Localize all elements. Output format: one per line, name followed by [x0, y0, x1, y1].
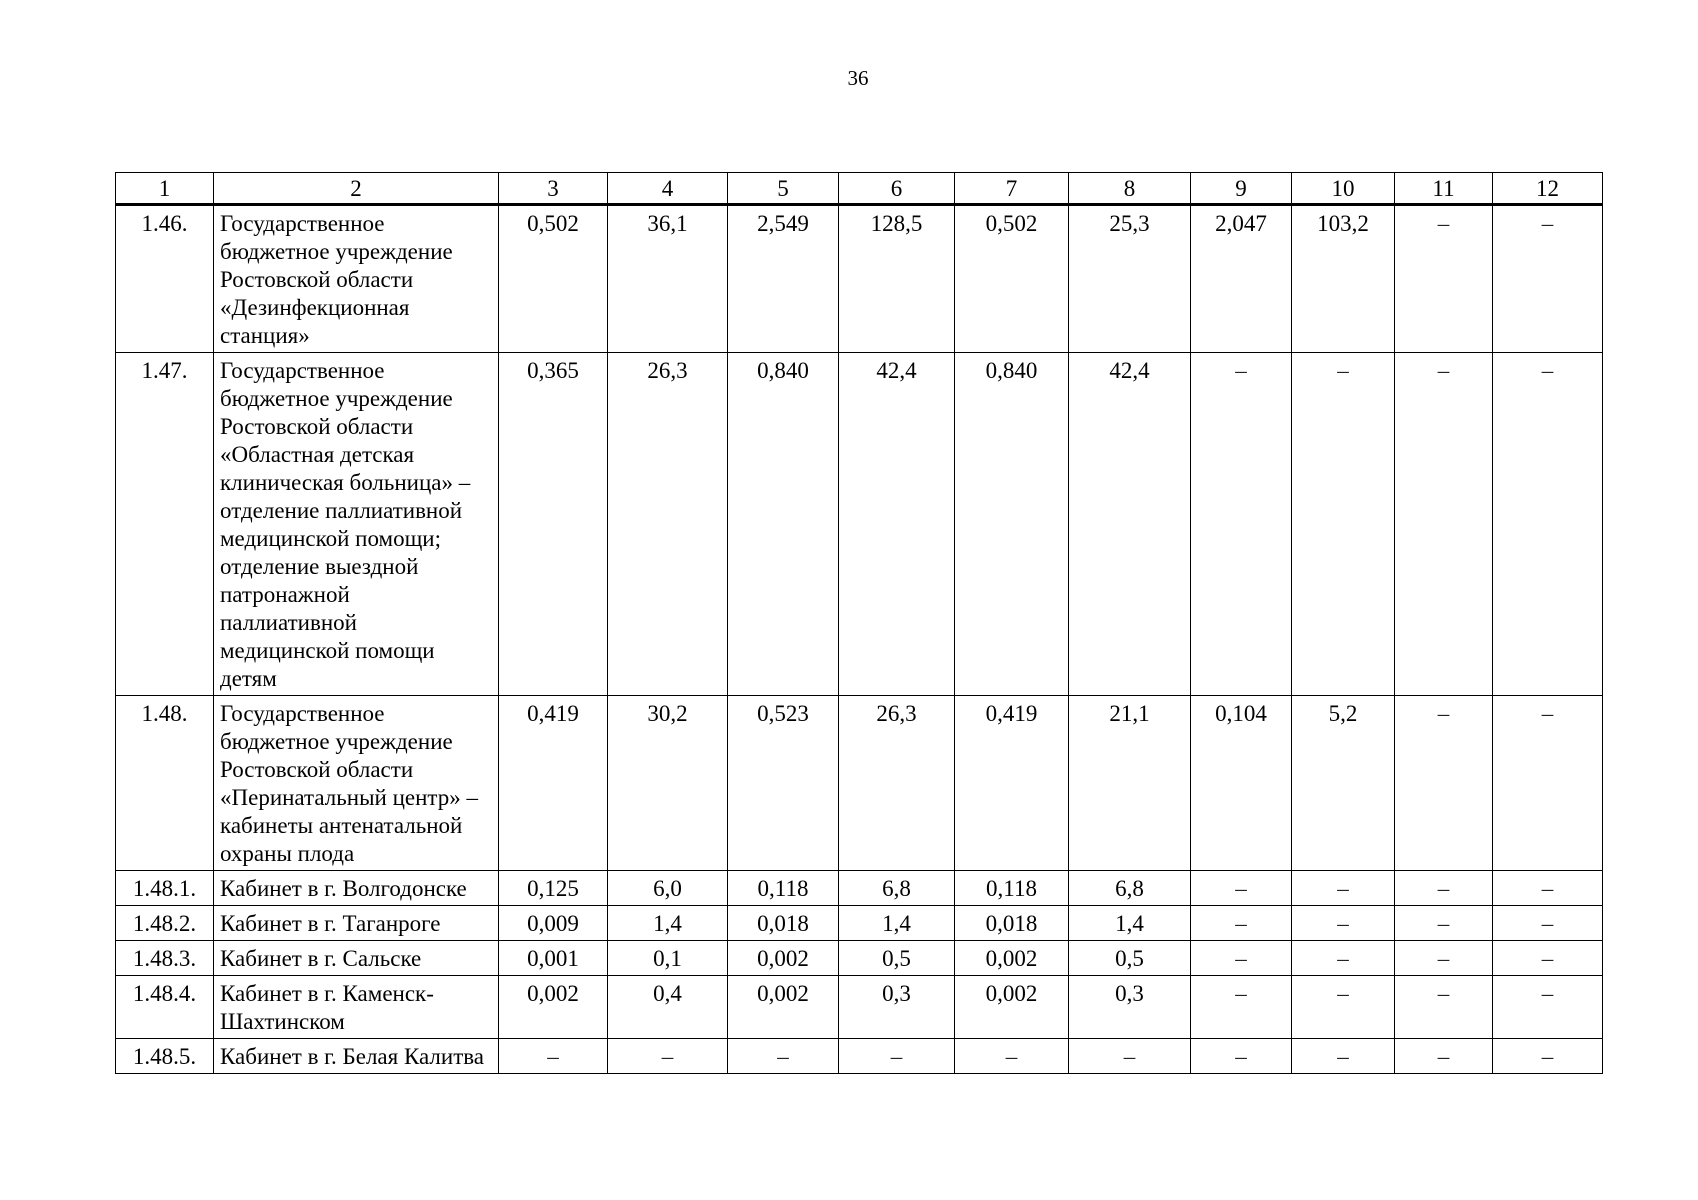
institution-name: Государственное бюджетное учреждение Ростовской области «Дезинфекционная станция» [214, 205, 499, 353]
value-cell: 0,125 [499, 871, 608, 906]
value-cell: – [1493, 871, 1603, 906]
table-row [116, 205, 1603, 353]
value-cell: 0,002 [955, 941, 1069, 976]
column-header: 3 [499, 173, 608, 205]
value-cell: – [1395, 205, 1493, 353]
row-number: 1.48.3. [116, 941, 214, 976]
value-cell: 0,5 [839, 941, 955, 976]
value-cell: 2,549 [728, 205, 839, 353]
value-cell: 42,4 [839, 353, 955, 696]
value-cell: 0,5 [1069, 941, 1191, 976]
value-cell: – [1191, 353, 1292, 696]
row-number: 1.46. [116, 205, 214, 353]
value-cell: – [1493, 205, 1603, 353]
value-cell: 0,001 [499, 941, 608, 976]
value-cell: – [1292, 353, 1395, 696]
table-header-row [116, 173, 1603, 205]
table-row [116, 696, 1603, 871]
column-header: 8 [1069, 173, 1191, 205]
value-cell: 0,018 [728, 906, 839, 941]
value-cell: – [499, 1039, 608, 1074]
value-cell: 0,840 [728, 353, 839, 696]
column-header: 10 [1292, 173, 1395, 205]
column-header: 9 [1191, 173, 1292, 205]
value-cell: 0,3 [1069, 976, 1191, 1039]
column-header: 7 [955, 173, 1069, 205]
value-cell: – [1191, 871, 1292, 906]
table-row [116, 976, 1603, 1039]
value-cell: 128,5 [839, 205, 955, 353]
column-header: 5 [728, 173, 839, 205]
value-cell: 0,002 [728, 941, 839, 976]
value-cell: – [839, 1039, 955, 1074]
institution-name: Кабинет в г. Каменск-Шахтинском [214, 976, 499, 1039]
institution-name: Кабинет в г. Сальске [214, 941, 499, 976]
column-header: 12 [1493, 173, 1603, 205]
value-cell: 0,523 [728, 696, 839, 871]
value-cell: – [1493, 941, 1603, 976]
value-cell: – [1493, 1039, 1603, 1074]
institution-name: Государственное бюджетное учреждение Ростовской области «Областная детская клиническая больница» – отделение паллиативной медицинской помощи; отделение выездной патронажной паллиативной медицинской помощи детям [214, 353, 499, 696]
value-cell: 0,018 [955, 906, 1069, 941]
value-cell: 0,002 [955, 976, 1069, 1039]
institution-name: Кабинет в г. Таганроге [214, 906, 499, 941]
value-cell: – [1493, 976, 1603, 1039]
value-cell: 1,4 [1069, 906, 1191, 941]
table-row [116, 353, 1603, 696]
value-cell: 6,0 [608, 871, 728, 906]
value-cell: 5,2 [1292, 696, 1395, 871]
value-cell: 0,118 [955, 871, 1069, 906]
value-cell: 0,002 [499, 976, 608, 1039]
value-cell: 42,4 [1069, 353, 1191, 696]
value-cell: 0,1 [608, 941, 728, 976]
value-cell: – [1069, 1039, 1191, 1074]
value-cell: 1,4 [839, 906, 955, 941]
value-cell: 26,3 [608, 353, 728, 696]
column-header: 11 [1395, 173, 1493, 205]
institution-name: Кабинет в г. Волгодонске [214, 871, 499, 906]
value-cell: 25,3 [1069, 205, 1191, 353]
value-cell: – [1395, 941, 1493, 976]
value-cell: – [1292, 1039, 1395, 1074]
value-cell: 6,8 [839, 871, 955, 906]
value-cell: 30,2 [608, 696, 728, 871]
column-header: 4 [608, 173, 728, 205]
row-number: 1.47. [116, 353, 214, 696]
value-cell: – [608, 1039, 728, 1074]
value-cell: – [1191, 906, 1292, 941]
value-cell: 0,502 [499, 205, 608, 353]
value-cell: 0,502 [955, 205, 1069, 353]
value-cell: – [1493, 353, 1603, 696]
value-cell: 2,047 [1191, 205, 1292, 353]
value-cell: 0,118 [728, 871, 839, 906]
row-number: 1.48.2. [116, 906, 214, 941]
value-cell: 0,4 [608, 976, 728, 1039]
value-cell: – [1292, 941, 1395, 976]
value-cell: – [1191, 1039, 1292, 1074]
value-cell: – [1292, 871, 1395, 906]
value-cell: – [1395, 1039, 1493, 1074]
table-row [116, 941, 1603, 976]
value-cell: – [1191, 941, 1292, 976]
value-cell: 0,419 [955, 696, 1069, 871]
value-cell: 0,009 [499, 906, 608, 941]
table-row [116, 906, 1603, 941]
value-cell: 0,104 [1191, 696, 1292, 871]
value-cell: 0,3 [839, 976, 955, 1039]
institution-name: Государственное бюджетное учреждение Ростовской области «Перинатальный центр» – кабинеты антенатальной охраны плода [214, 696, 499, 871]
value-cell: 21,1 [1069, 696, 1191, 871]
value-cell: 0,002 [728, 976, 839, 1039]
value-cell: – [1292, 906, 1395, 941]
value-cell: 0,419 [499, 696, 608, 871]
row-number: 1.48. [116, 696, 214, 871]
value-cell: – [1292, 976, 1395, 1039]
value-cell: 26,3 [839, 696, 955, 871]
institution-name: Кабинет в г. Белая Калитва [214, 1039, 499, 1074]
column-header: 6 [839, 173, 955, 205]
column-header: 2 [214, 173, 499, 205]
value-cell: – [1191, 976, 1292, 1039]
value-cell: 1,4 [608, 906, 728, 941]
row-number: 1.48.4. [116, 976, 214, 1039]
value-cell: – [1493, 696, 1603, 871]
value-cell: – [1395, 976, 1493, 1039]
page-number: 36 [847, 66, 869, 90]
value-cell: – [1395, 871, 1493, 906]
data-table [115, 172, 1603, 1074]
row-number: 1.48.5. [116, 1039, 214, 1074]
value-cell: 6,8 [1069, 871, 1191, 906]
value-cell: – [1395, 906, 1493, 941]
value-cell: – [1395, 353, 1493, 696]
value-cell: 36,1 [608, 205, 728, 353]
value-cell: 0,840 [955, 353, 1069, 696]
column-header: 1 [116, 173, 214, 205]
table-row [116, 871, 1603, 906]
value-cell: 103,2 [1292, 205, 1395, 353]
table-row [116, 1039, 1603, 1074]
value-cell: – [728, 1039, 839, 1074]
value-cell: – [1395, 696, 1493, 871]
value-cell: – [955, 1039, 1069, 1074]
row-number: 1.48.1. [116, 871, 214, 906]
value-cell: – [1493, 906, 1603, 941]
value-cell: 0,365 [499, 353, 608, 696]
